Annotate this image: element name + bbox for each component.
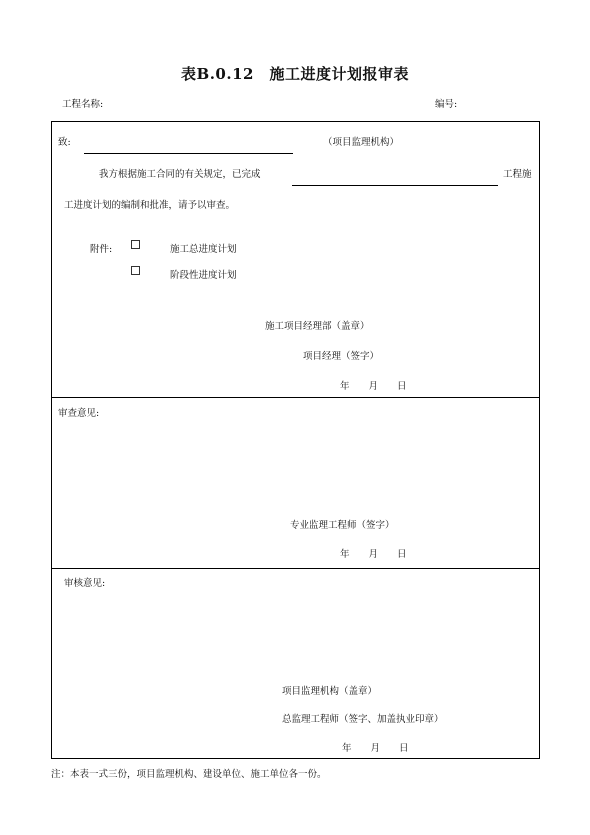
supervision-org-label: （项目监理机构） (323, 137, 400, 148)
date-line-3: 年 月 日 (342, 743, 409, 754)
approval-opinion-label: 审核意见: (64, 578, 106, 589)
org-seal-label: 项目监理机构（盖章） (282, 686, 378, 697)
project-name-label: 工程名称: (62, 99, 104, 110)
date-line-2: 年 月 日 (340, 549, 407, 560)
master-schedule-label: 施工总进度计划 (170, 244, 237, 255)
date-line-1: 年 月 日 (340, 381, 407, 392)
footnote: 注：本表一式三份，项目监理机构、建设单位、施工单位各一份。 (51, 769, 327, 780)
chief-engineer-sign-label: 总监理工程师（签字、加盖执业印章） (282, 714, 444, 725)
addressee-blank-line (84, 153, 293, 154)
body-text-line2: 工进度计划的编制和批准，请予以审查。 (64, 200, 236, 211)
body-text-line1-end: 工程施 (503, 169, 532, 180)
manager-sign-label: 项目经理（签字） (303, 351, 380, 362)
project-blank-line (292, 185, 498, 186)
master-schedule-checkbox[interactable] (131, 240, 140, 249)
application-section (51, 121, 540, 398)
attachment-label: 附件: (90, 244, 113, 255)
phase-schedule-checkbox[interactable] (131, 266, 140, 275)
review-opinion-label: 审查意见: (58, 408, 100, 419)
dept-seal-label: 施工项目经理部（盖章） (265, 321, 370, 332)
review-section (51, 397, 540, 569)
to-label: 致: (58, 137, 71, 148)
approval-section (51, 568, 540, 759)
engineer-sign-label: 专业监理工程师（签字） (290, 520, 395, 531)
number-label: 编号: (435, 99, 458, 110)
form-title: 表B.0.12 施工进度计划报审表 (181, 65, 409, 83)
body-text-line1: 我方根据施工合同的有关规定，已完成 (99, 169, 261, 180)
phase-schedule-label: 阶段性进度计划 (170, 270, 237, 281)
